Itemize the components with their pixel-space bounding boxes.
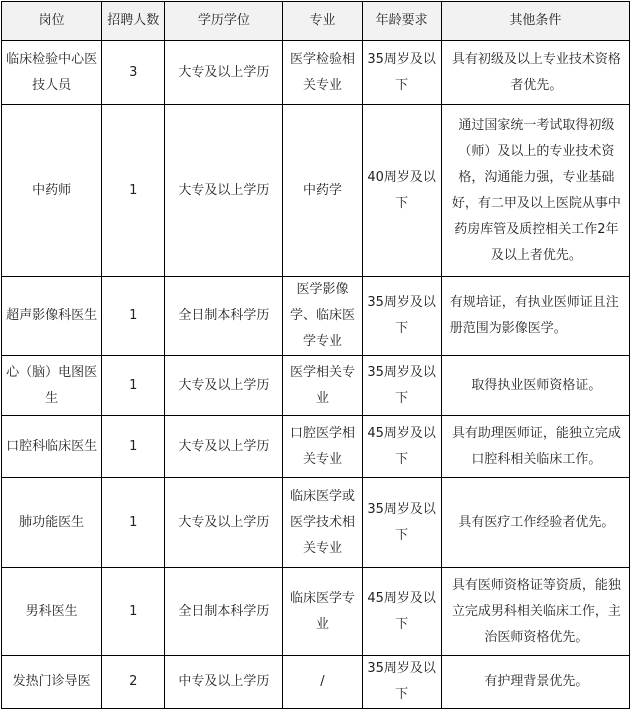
- cell-count: 3: [102, 41, 165, 105]
- cell-position: 口腔科临床医生: [2, 416, 102, 478]
- cell-other: 具有初级及以上专业技术资格者优先。: [441, 41, 629, 105]
- header-row: [2, 2, 630, 41]
- cell-age: 40周岁及以下: [362, 105, 441, 277]
- cell-education: 大专及以上学历: [165, 356, 283, 416]
- cell-major: 医学相关专业: [283, 356, 362, 416]
- header-other: 其他条件: [441, 2, 629, 41]
- cell-position: 男科医生: [2, 568, 102, 656]
- table-row: [2, 656, 630, 709]
- cell-count: 1: [102, 478, 165, 568]
- cell-major: 中药学: [283, 105, 362, 277]
- cell-count: 1: [102, 277, 165, 356]
- cell-other: 取得执业医师资格证。: [441, 356, 629, 416]
- cell-position: 临床检验中心医技人员: [2, 41, 102, 105]
- cell-age: 35周岁及以下: [362, 478, 441, 568]
- table-row: [2, 41, 630, 105]
- cell-education: 大专及以上学历: [165, 416, 283, 478]
- cell-other: 通过国家统一考试取得初级（师）及以上的专业技术资格，沟通能力强，专业基础好，有二甲及以上医院从事中药房库管及质控相关工作2年及以上者优先。: [441, 105, 629, 277]
- cell-position: 中药师: [2, 105, 102, 277]
- cell-age: 35周岁及以下: [362, 356, 441, 416]
- cell-major: 临床医学专业: [283, 568, 362, 656]
- header-count: 招聘人数: [102, 2, 165, 41]
- cell-education: 大专及以上学历: [165, 41, 283, 105]
- cell-education: 全日制本科学历: [165, 568, 283, 656]
- cell-position: 发热门诊导医: [2, 656, 102, 709]
- cell-education: 大专及以上学历: [165, 478, 283, 568]
- table-row: [2, 478, 630, 568]
- cell-other: 具有医疗工作经验者优先。: [441, 478, 629, 568]
- cell-education: 中专及以上学历: [165, 656, 283, 709]
- cell-major: 口腔医学相关专业: [283, 416, 362, 478]
- header-age: 年龄要求: [362, 2, 441, 41]
- cell-other: 有护理背景优先。: [441, 656, 629, 709]
- cell-major: 医学检验相关专业: [283, 41, 362, 105]
- header-position: 岗位: [2, 2, 102, 41]
- cell-age: 45周岁及以下: [362, 416, 441, 478]
- cell-education: 大专及以上学历: [165, 105, 283, 277]
- table-row: [2, 416, 630, 478]
- cell-other: 具有医师资格证等资质，能独立完成男科相关临床工作，主治医师资格优先。: [441, 568, 629, 656]
- cell-count: 1: [102, 105, 165, 277]
- recruitment-table: [1, 1, 630, 709]
- header-education: 学历学位: [165, 2, 283, 41]
- cell-age: 35周岁及以下: [362, 41, 441, 105]
- cell-count: 1: [102, 416, 165, 478]
- cell-major: /: [283, 656, 362, 709]
- cell-count: 1: [102, 356, 165, 416]
- cell-age: 35周岁及以下: [362, 656, 441, 709]
- cell-position: 心（脑）电图医生: [2, 356, 102, 416]
- cell-position: 超声影像科医生: [2, 277, 102, 356]
- cell-age: 45周岁及以下: [362, 568, 441, 656]
- cell-count: 2: [102, 656, 165, 709]
- header-major: 专业: [283, 2, 362, 41]
- table-row: [2, 356, 630, 416]
- cell-major: 医学影像学、临床医学专业: [283, 277, 362, 356]
- table-row: [2, 105, 630, 277]
- cell-other: 具有助理医师证，能独立完成口腔科相关临床工作。: [441, 416, 629, 478]
- cell-count: 1: [102, 568, 165, 656]
- cell-age: 35周岁及以下: [362, 277, 441, 356]
- table-row: [2, 568, 630, 656]
- cell-other: 有规培证，有执业医师证且注册范围为影像医学。: [441, 277, 629, 356]
- cell-education: 全日制本科学历: [165, 277, 283, 356]
- cell-position: 肺功能医生: [2, 478, 102, 568]
- cell-major: 临床医学或医学技术相关专业: [283, 478, 362, 568]
- table-row: [2, 277, 630, 356]
